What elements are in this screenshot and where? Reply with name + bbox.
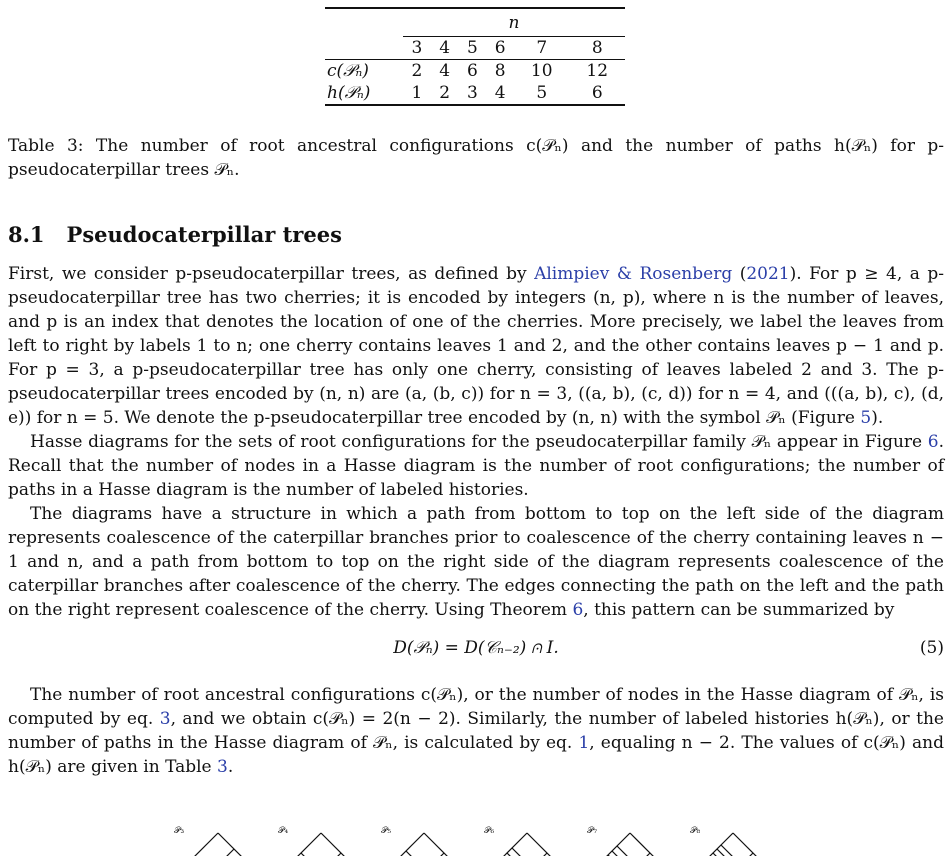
body-text (8, 262, 944, 622)
table-cell: 2 (431, 82, 459, 105)
tree-p5-icon (400, 833, 448, 856)
values-table (325, 7, 625, 106)
equation-5 (8, 636, 944, 660)
column-header-row (325, 37, 625, 60)
table-cell: 12 (569, 60, 625, 83)
tree-label: 𝒫₈ (690, 826, 701, 836)
tree-p8-icon (709, 833, 757, 856)
tree-label: 𝒫₅ (381, 826, 392, 836)
table-cell: 5 (514, 82, 569, 105)
column-header: 7 (514, 37, 569, 60)
paragraph: The number of root ancestral configurations c(𝒫ₙ), or the number of nodes in the Hasse diagram of 𝒫ₙ, is computed by eq. 3, and we obtain c(𝒫ₙ) = 2(n − 2). Similarly, the number of labeled histories h(𝒫ₙ), or the number of paths in the Hasse diagram of 𝒫ₙ, is calculated by eq. 1, equaling n − 2. The values of c(𝒫ₙ) and h(𝒫ₙ) are given in Table 3. (8, 685, 944, 777)
table-cell: 2 (403, 60, 431, 83)
table-caption: Table 3: The number of root ancestral configurations c(𝒫ₙ) and the number of paths h(𝒫ₙ) for p-pseudocaterpillar trees 𝒫ₙ. (8, 136, 944, 180)
column-header: 5 (459, 37, 487, 60)
section-heading (8, 222, 342, 247)
equation-link[interactable]: 3 (159, 709, 171, 729)
equation-link[interactable]: 1 (578, 733, 590, 753)
table-cell: 6 (569, 82, 625, 105)
tree-p7-icon (606, 833, 654, 856)
equation-expression: D(𝒫ₙ) = D(𝒞ₙ₋₂) ⩀ I. (393, 638, 559, 658)
table-cell: 8 (486, 60, 514, 83)
column-header: 8 (569, 37, 625, 60)
figure-link[interactable]: 5 (860, 408, 872, 428)
tree-label: 𝒫₄ (278, 826, 289, 836)
section-title: Pseudocaterpillar trees (66, 222, 342, 247)
paragraph: The diagrams have a structure in which a path from bottom to top on the left side of the diagram represents coalescence of the caterpillar branches prior to coalescence of the cherry containing leaves n − 1 and n, and a path from bottom to top on the right side of the diagram represents coalescence of the caterpillar branches after coalescence of the cherry. The edges connecting the path on the left and the path on the right represent coalescence of the cherry. Using Theorem 6, this pattern can be summarized by (8, 504, 944, 620)
tree-label: 𝒫₃ (174, 826, 185, 836)
tree-p4-icon (297, 833, 345, 856)
body-text-continued (8, 683, 944, 779)
section-number: 8.1 (8, 222, 45, 247)
equation-number: (5) (919, 638, 944, 658)
table-cell: 3 (459, 82, 487, 105)
column-header: 6 (486, 37, 514, 60)
row-label: h(𝒫ₙ) (325, 82, 403, 105)
citation-year-link[interactable]: 2021 (746, 264, 790, 284)
table-cell: 1 (403, 82, 431, 105)
citation-link[interactable]: Alimpiev & Rosenberg (534, 264, 733, 284)
row-label: c(𝒫ₙ) (325, 60, 403, 83)
table-row (325, 60, 625, 83)
tree-label: 𝒫₇ (587, 826, 598, 836)
n-header: n (403, 8, 625, 37)
tree-p3-icon (194, 833, 242, 856)
table-3 (325, 7, 625, 106)
column-header: 4 (431, 37, 459, 60)
table-row (325, 82, 625, 105)
column-header: 3 (403, 37, 431, 60)
table-link[interactable]: 3 (217, 757, 228, 777)
theorem-link[interactable]: 6 (572, 600, 584, 620)
tree-label: 𝒫₆ (484, 826, 495, 836)
paragraph: First, we consider p-pseudocaterpillar trees, as defined by Alimpiev & Rosenberg (2021). For p ≥ 4, a p-pseudocaterpillar tree has two cherries; it is encoded by integers (n, p), where n is the number of leaves, and p is an index that denotes the location of one of the cherries. More precisely, we label the leaves from left to right by labels 1 to n; one cherry contains leaves 1 and 2, and the other contains leaves p − 1 and p. For p = 3, a p-pseudocaterpillar tree has only one cherry, consisting of leaves labeled 2 and 3. The p-pseudocaterpillar trees encoded by (n, n) are (a, (b, c)) for n = 3, ((a, b), (c, d)) for n = 4, and (((a, b), c), (d, e)) for n = 5. We denote the p-pseudocaterpillar tree encoded by (n, n) with the symbol 𝒫ₙ (Figure 5). (8, 264, 944, 428)
table-cell: 4 (486, 82, 514, 105)
tree-p6-icon (503, 833, 551, 856)
table-cell: 10 (514, 60, 569, 83)
table-cell: 6 (459, 60, 487, 83)
paragraph: Hasse diagrams for the sets of root configurations for the pseudocaterpillar family 𝒫ₙ appear in Figure 6. Recall that the number of nodes in a Hasse diagram is the number of root configurations; the number of paths in a Hasse diagram is the number of labeled histories. (8, 432, 944, 500)
figure-link[interactable]: 6 (927, 432, 939, 452)
table-cell: 4 (431, 60, 459, 83)
